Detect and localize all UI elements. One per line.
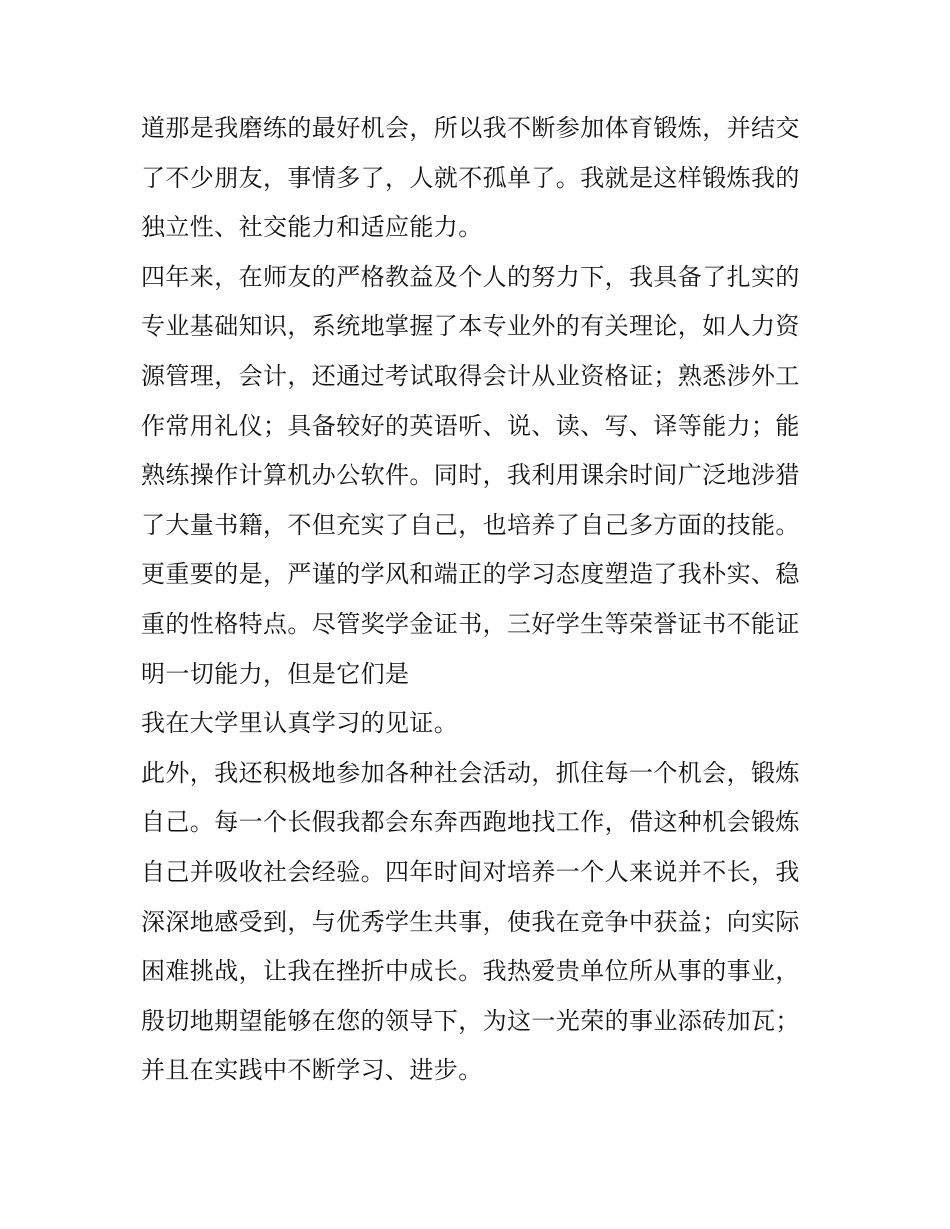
text-line: 此外，我还积极地参加各种社会活动，抓住每一个机会，锻炼 bbox=[141, 758, 800, 787]
text-line: 专业基础知识，系统地掌握了本专业外的有关理论，如人力资 bbox=[141, 312, 800, 341]
text-line: 道那是我磨练的最好机会，所以我不断参加体育锻炼，并结交 bbox=[141, 114, 800, 142]
body-text bbox=[141, 104, 831, 1096]
text-line: 困难挑战，让我在挫折中成长。我热爱贵单位所从事的事业， bbox=[141, 957, 800, 986]
text-line: 独立性、社交能力和适应能力。 bbox=[141, 213, 483, 242]
text-line: 自己。每一个长假我都会东奔西跑地找工作，借这种机会锻炼 bbox=[141, 808, 800, 837]
text-line: 重的性格特点。尽管奖学金证书，三好学生等荣誉证书不能证 bbox=[141, 609, 800, 638]
text-line: 并且在实践中不断学习、进步。 bbox=[141, 1056, 483, 1085]
text-line: 更重要的是，严谨的学风和端正的学习态度塑造了我朴实、稳 bbox=[141, 560, 800, 589]
text-line: 自己并吸收社会经验。四年时间对培养一个人来说并不长，我 bbox=[141, 857, 800, 886]
text-line: 殷切地期望能够在您的领导下，为这一光荣的事业添砖加瓦； bbox=[141, 1006, 800, 1035]
text-line: 我在大学里认真学习的见证。 bbox=[141, 709, 459, 738]
text-line: 了大量书籍，不但充实了自己，也培养了自己多方面的技能。 bbox=[141, 510, 800, 539]
text-line: 作常用礼仪；具备较好的英语听、说、读、写、译等能力；能 bbox=[141, 411, 800, 440]
text-line: 源管理，会计，还通过考试取得会计从业资格证；熟悉涉外工 bbox=[141, 361, 800, 390]
text-line: 深深地感受到，与优秀学生共事，使我在竞争中获益；向实际 bbox=[141, 907, 800, 936]
text-line: 四年来，在师友的严格教益及个人的努力下，我具备了扎实的 bbox=[141, 262, 800, 291]
text-line: 熟练操作计算机办公软件。同时，我利用课余时间广泛地涉猎 bbox=[141, 461, 800, 490]
text-line: 明一切能力，但是它们是 bbox=[141, 659, 410, 688]
text-line: 了不少朋友，事情多了，人就不孤单了。我就是这样锻炼我的 bbox=[141, 163, 800, 192]
